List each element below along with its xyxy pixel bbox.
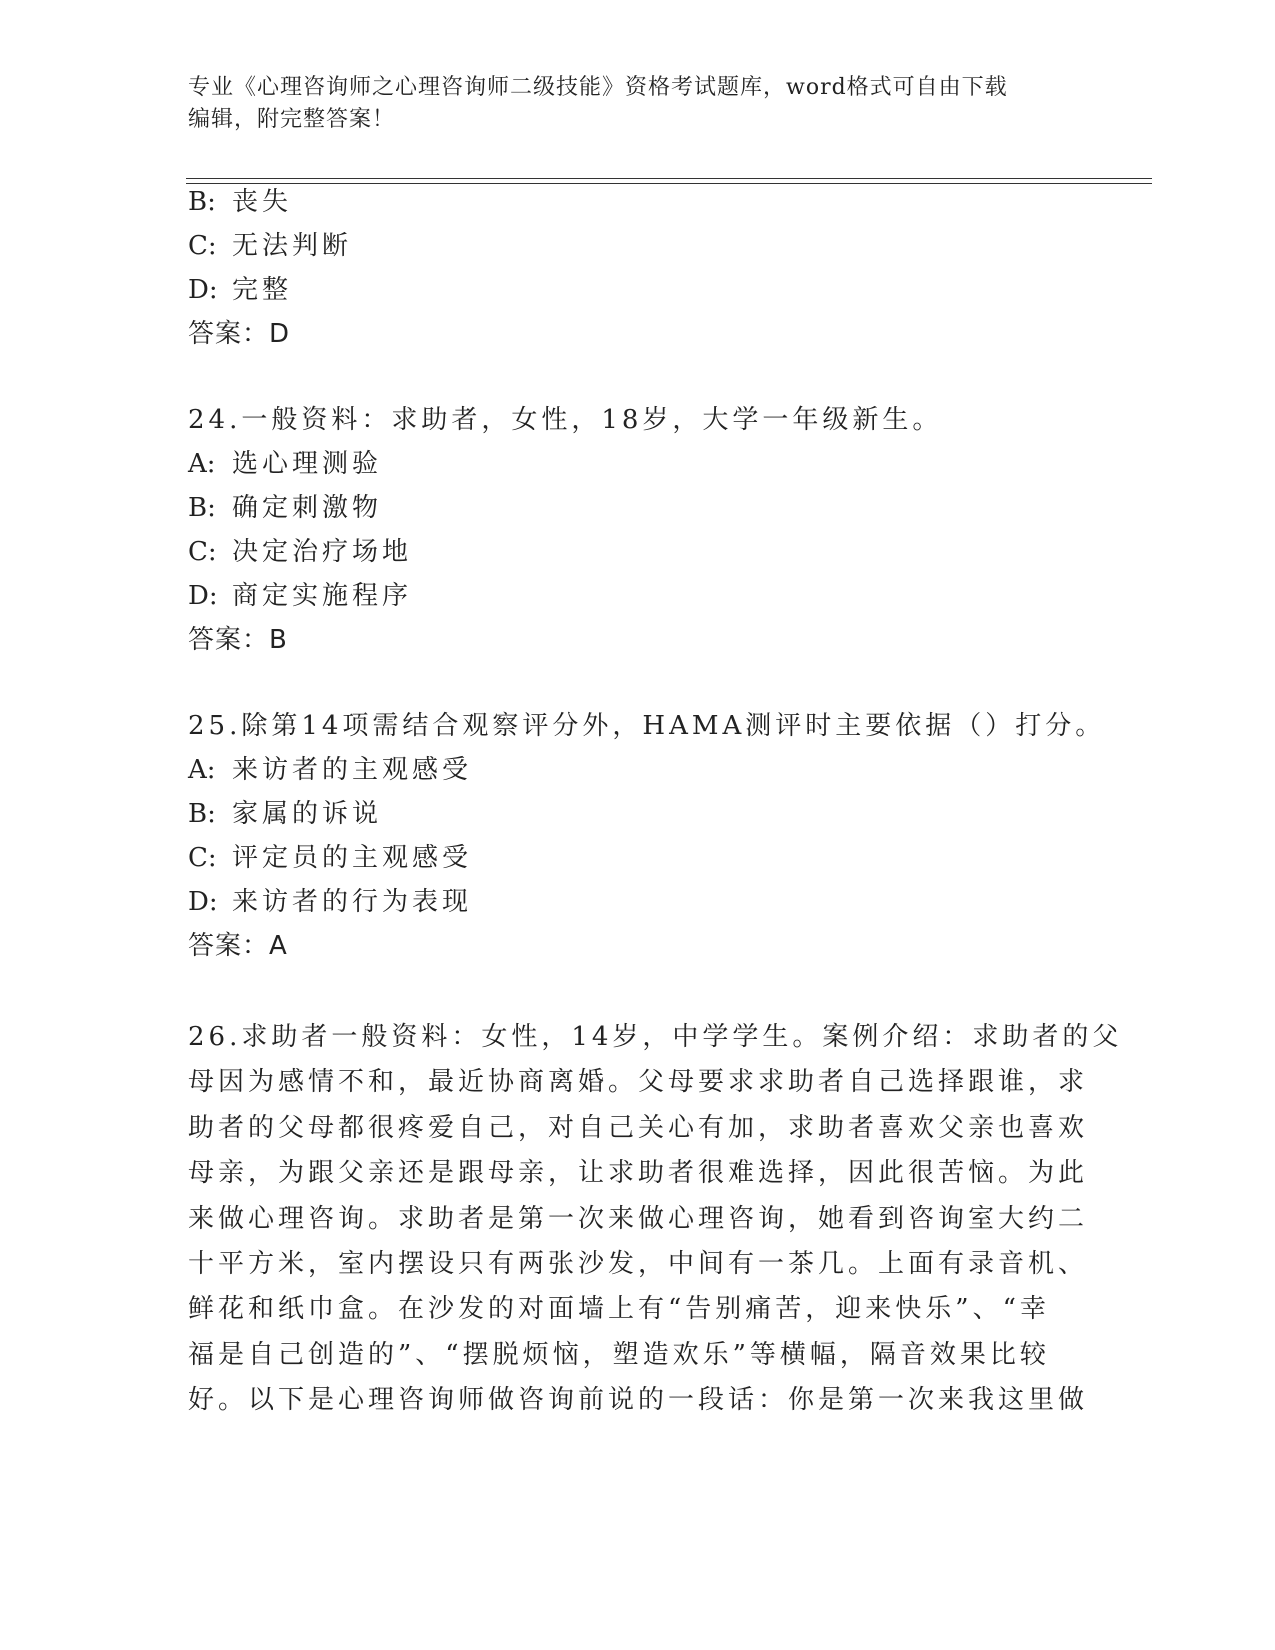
q23-option-c: C: 无法判断 [188,231,353,261]
q25-option-c: C: 评定员的主观感受 [188,843,473,873]
q25-answer: 答案：A [188,931,288,961]
q26-line: 福是自己创造的”、“摆脱烦恼，塑造欢乐”等横幅，隔音效果比较 [188,1339,1050,1370]
q25-question: 25.除第14项需结合观察评分外，HAMA测评时主要依据（）打分。 [188,711,1106,741]
header-line-1: 专业《心理咨询师之心理咨询师二级技能》资格考试题库，word格式可自由下载 [188,75,1008,100]
q23-option-b: B: 丧失 [188,187,293,217]
q24-option-c: C: 决定治疗场地 [188,537,413,567]
q24-option-a: A: 选心理测验 [188,449,383,479]
q23-answer: 答案：D [188,319,291,349]
q26-line: 母亲，为跟父亲还是跟母亲，让求助者很难选择，因此很苦恼。为此 [188,1158,1089,1189]
q26-line: 好。以下是心理咨询师做咨询前说的一段话：你是第一次来我这里做 [188,1385,1089,1416]
q26-line: 鲜花和纸巾盒。在沙发的对面墙上有“告别痛苦，迎来快乐”、“幸 [188,1294,1050,1325]
q26-line: 十平方米，室内摆设只有两张沙发，中间有一茶几。上面有录音机、 [188,1249,1089,1280]
q23-option-d: D: 完整 [188,275,293,305]
q25-option-d: D: 来访者的行为表现 [188,887,473,917]
q26-question [188,1015,1123,1424]
q26-line: 母因为感情不和，最近协商离婚。父母要求求助者自己选择跟谁，求 [188,1067,1089,1098]
q25-option-b: B: 家属的诉说 [188,799,383,829]
page-header [188,72,1088,136]
q24-answer: 答案：B [188,625,288,655]
q24-option-d: D: 商定实施程序 [188,581,413,611]
q26-line: 26.求助者一般资料：女性，14岁，中学学生。案例介绍：求助者的父 [188,1022,1123,1052]
q24-question: 24.一般资料：求助者，女性，18岁，大学一年级新生。 [188,405,943,435]
q26-line: 助者的父母都很疼爱自己，对自己关心有加，求助者喜欢父亲也喜欢 [188,1112,1089,1143]
q26-line: 来做心理咨询。求助者是第一次来做心理咨询，她看到咨询室大约二 [188,1203,1089,1234]
q25-option-a: A: 来访者的主观感受 [188,755,473,785]
header-divider-top [186,178,1152,179]
header-line-2: 编辑，附完整答案！ [188,107,396,132]
q24-option-b: B: 确定刺激物 [188,493,383,523]
header-divider-bottom [186,183,1152,184]
